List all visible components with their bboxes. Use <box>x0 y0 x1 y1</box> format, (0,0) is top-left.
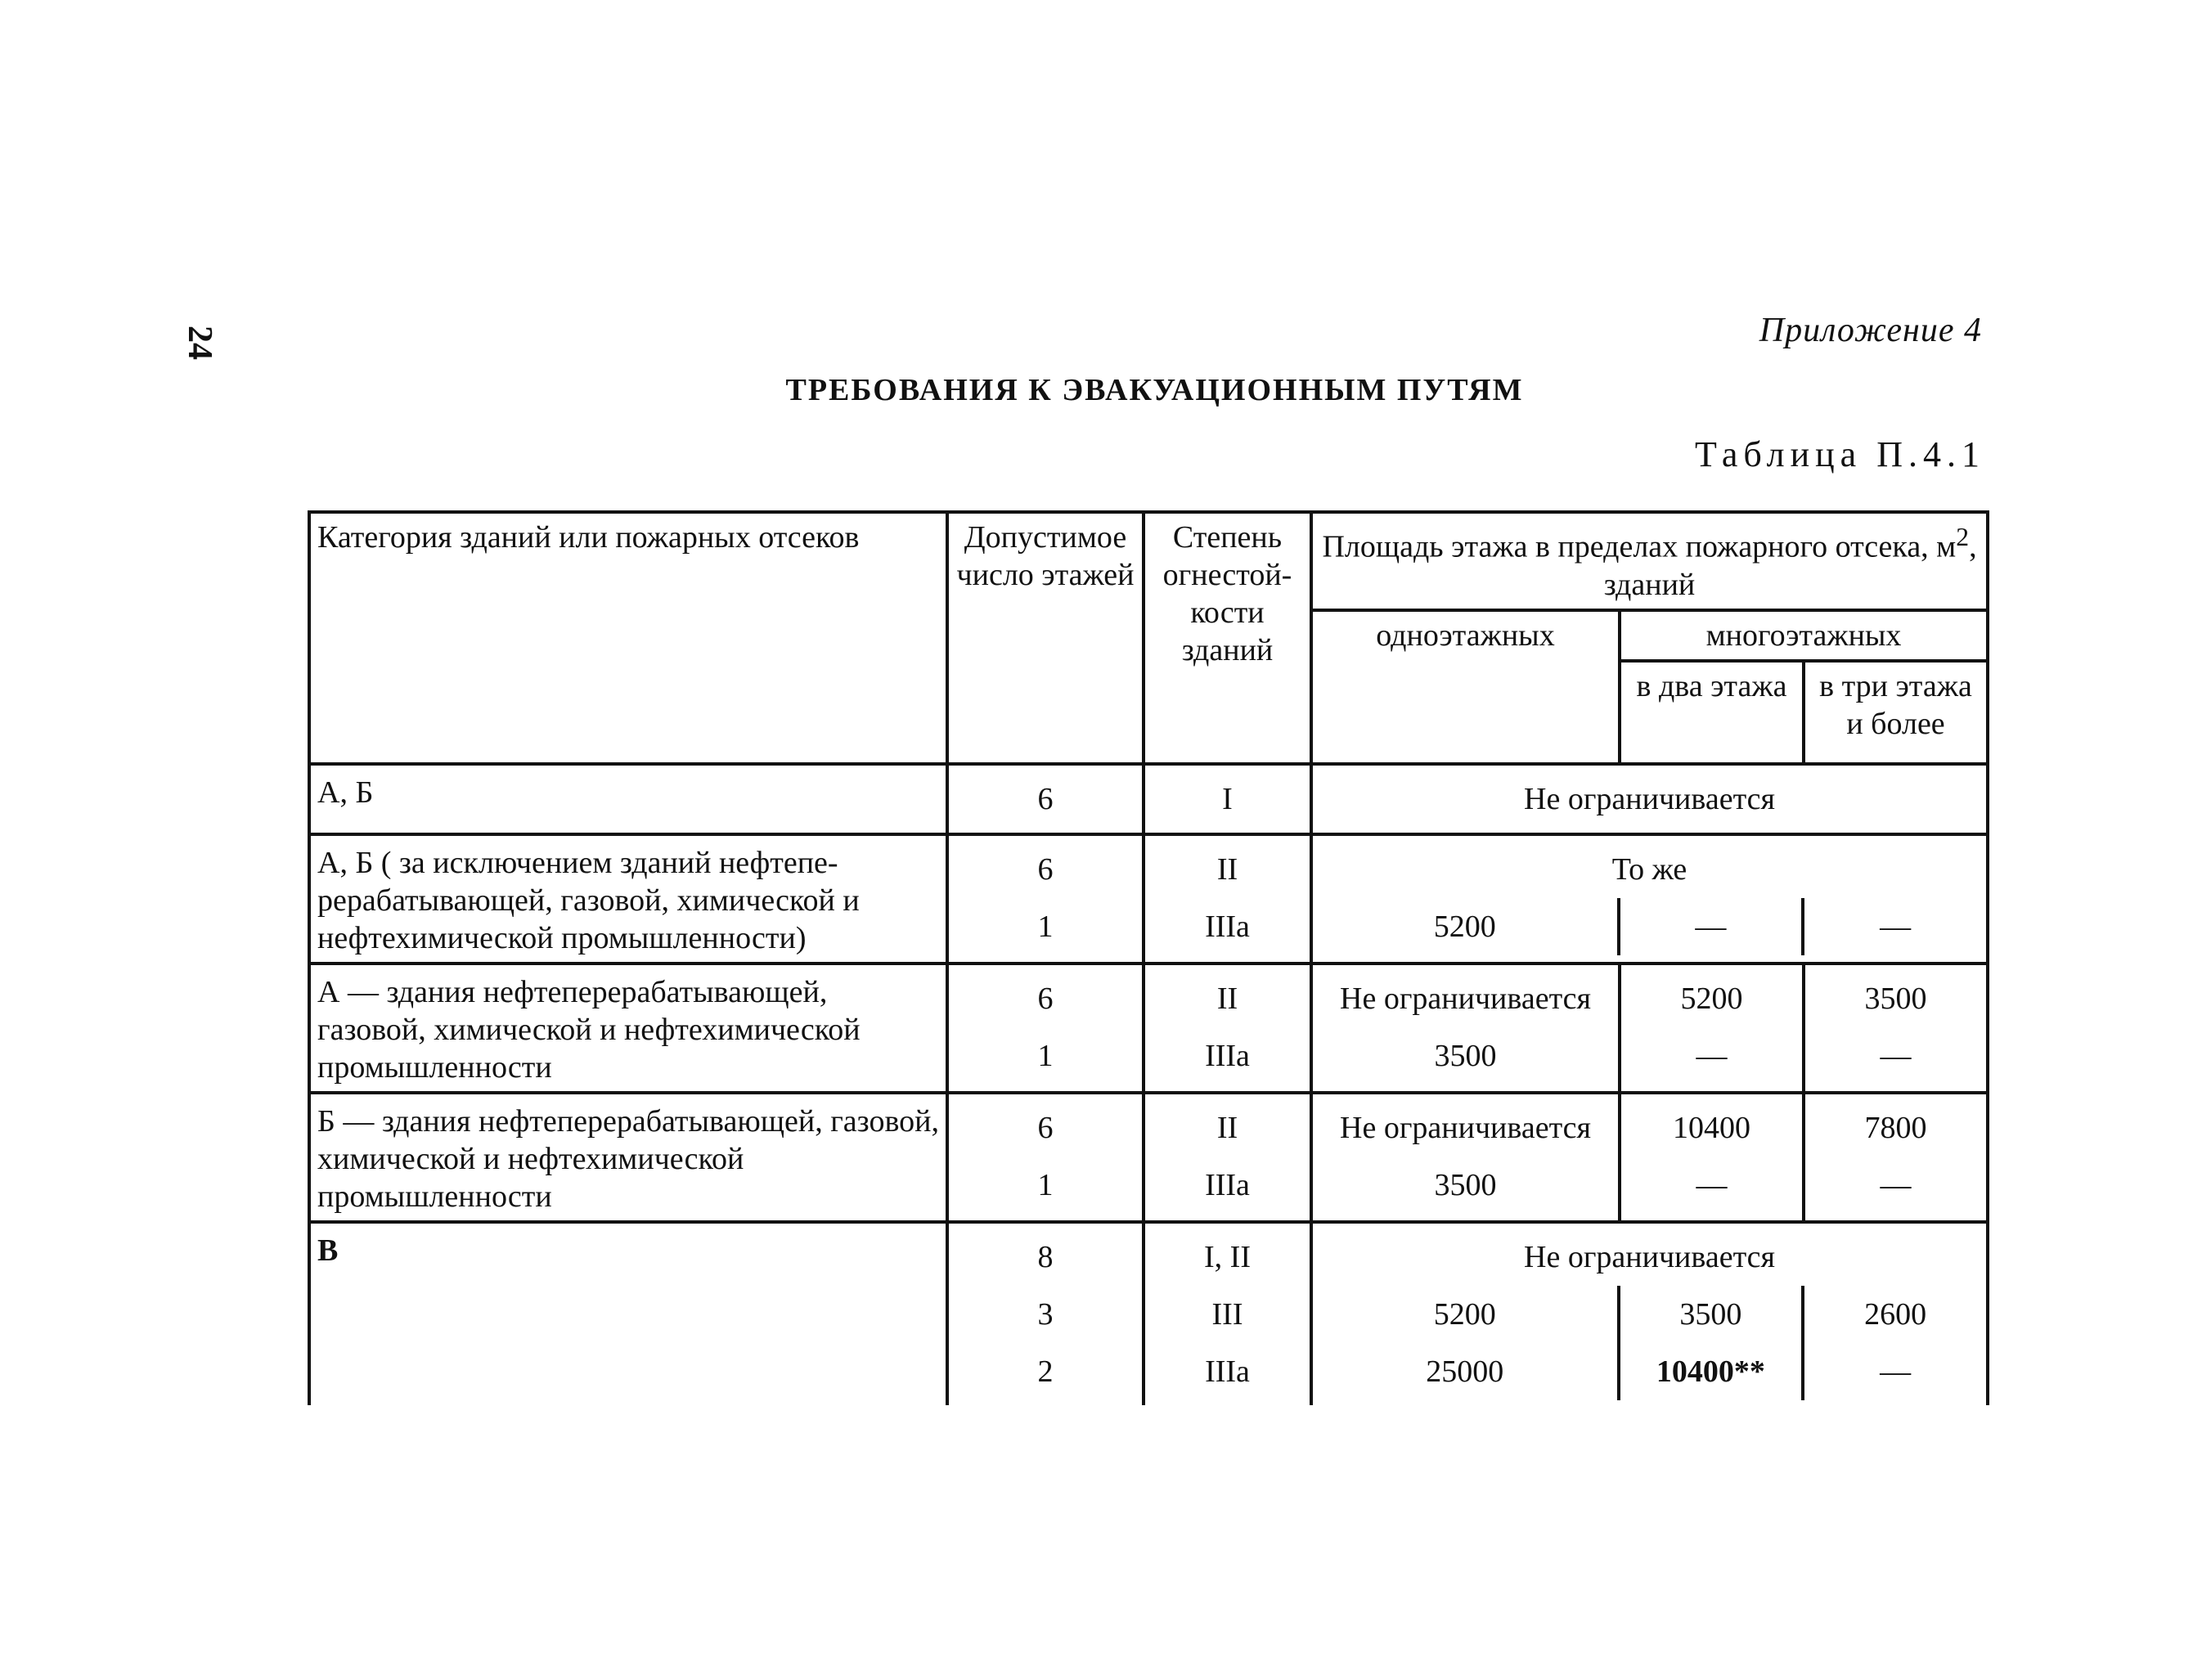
two-floors-value: — <box>1617 898 1802 955</box>
category-text: А, Б ( за исключением зданий нефтепе-рерабатывающей, газовой, химической и нефтехимической промышленности) <box>317 845 860 955</box>
three-plus-cell <box>1804 964 1988 1093</box>
floors-value: 6 <box>1037 1110 1054 1145</box>
two-floors-value: 10400 <box>1673 1110 1750 1145</box>
category-cell <box>309 1222 947 1405</box>
single-storey-value: 5200 <box>1433 1296 1496 1332</box>
category-cell <box>309 834 947 964</box>
degree-value: II <box>1216 981 1238 1016</box>
three-plus-value: — <box>1880 1038 1912 1073</box>
degree-value: IIIа <box>1205 1167 1250 1202</box>
two-floors-value: 3500 <box>1617 1286 1802 1343</box>
category-cell <box>309 1093 947 1222</box>
area-cell <box>1311 834 1988 964</box>
category-text: А — здания нефтеперерабатывающей, газовой, химической и нефтехимической промышленности <box>317 974 861 1085</box>
degree-value: IIIа <box>1205 909 1250 944</box>
two-floors-cell <box>1620 964 1804 1093</box>
floors-cell <box>947 764 1144 834</box>
degree-value: II <box>1216 1110 1238 1145</box>
single-storey-value: 3500 <box>1434 1038 1497 1073</box>
header-category: Категория зданий или пожарных отсеков <box>309 512 947 764</box>
degree-value: IIIа <box>1205 1038 1250 1073</box>
single-storey-cell <box>1311 1093 1620 1222</box>
floors-value: 1 <box>1037 1167 1054 1202</box>
floors-cell <box>947 1093 1144 1222</box>
floors-value: 3 <box>1037 1296 1054 1332</box>
header-single-storey: одноэтажных <box>1311 610 1620 764</box>
two-floors-value: — <box>1696 1038 1728 1073</box>
three-plus-value: 2600 <box>1801 1286 1986 1343</box>
three-plus-cell <box>1804 1093 1988 1222</box>
page-title: ТРЕБОВАНИЯ К ЭВАКУАЦИОННЫМ ПУТЯМ <box>785 373 1524 407</box>
single-storey-value: Не ограничивается <box>1340 981 1591 1016</box>
area-cell <box>1311 1222 1988 1405</box>
three-plus-value: 7800 <box>1864 1110 1927 1145</box>
category-text: В <box>317 1233 339 1268</box>
table-row <box>309 834 1988 964</box>
header-area-prefix: Площадь этажа в пределах пожарного отсека, м <box>1322 529 1957 564</box>
area-split-row <box>1313 1286 1986 1343</box>
floors-value: 8 <box>1037 1239 1054 1274</box>
header-fire-resistance: Степень огнестой-кости зданий <box>1144 512 1311 764</box>
area-merged-value: Не ограничивается <box>1524 781 1775 816</box>
page-number: 24 <box>181 326 218 360</box>
floors-value: 6 <box>1037 781 1054 816</box>
two-floors-value: — <box>1696 1167 1728 1202</box>
degree-cell <box>1144 834 1311 964</box>
two-floors-value: 10400** <box>1617 1343 1802 1400</box>
header-three-plus-floors: в три этажа и более <box>1804 661 1988 764</box>
single-storey-cell <box>1311 964 1620 1093</box>
three-plus-value: — <box>1801 1343 1986 1400</box>
degree-value: I <box>1222 781 1233 816</box>
header-area-suffix: , зданий <box>1603 529 1977 602</box>
floors-value: 2 <box>1037 1354 1054 1389</box>
header-multi-storey: многоэтажных <box>1620 610 1988 661</box>
header-area <box>1311 512 1988 610</box>
requirements-table <box>308 510 1989 1405</box>
three-plus-value: — <box>1801 898 1986 955</box>
single-storey-value: 5200 <box>1433 909 1496 944</box>
category-text: Б — здания нефтеперерабатывающей, газовой, химической и нефтехимической промышленности <box>317 1103 939 1214</box>
degree-value: III <box>1211 1296 1243 1332</box>
degree-cell <box>1144 764 1311 834</box>
table-row <box>309 1093 1988 1222</box>
three-plus-value: 3500 <box>1864 981 1927 1016</box>
floors-cell <box>947 964 1144 1093</box>
floors-value: 6 <box>1037 981 1054 1016</box>
header-area-sup: 2 <box>1956 523 1970 551</box>
degree-cell <box>1144 1093 1311 1222</box>
floors-cell <box>947 1222 1144 1405</box>
header-floors: Допустимое число этажей <box>947 512 1144 764</box>
single-storey-value: 25000 <box>1426 1354 1504 1389</box>
degree-cell <box>1144 1222 1311 1405</box>
category-cell <box>309 964 947 1093</box>
area-split-row <box>1313 1343 1986 1400</box>
table-row <box>309 964 1988 1093</box>
three-plus-value: — <box>1880 1167 1912 1202</box>
table-row <box>309 764 1988 834</box>
two-floors-cell <box>1620 1093 1804 1222</box>
appendix-label: Приложение 4 <box>1759 312 1982 349</box>
area-merged-value: То же <box>1611 851 1687 887</box>
floors-value: 6 <box>1037 851 1054 887</box>
header-two-floors: в два этажа <box>1620 661 1804 764</box>
floors-value: 1 <box>1037 909 1054 944</box>
area-merged-value: Не ограничивается <box>1524 1239 1775 1274</box>
table-row <box>309 1222 1988 1405</box>
area-cell <box>1311 764 1988 834</box>
table-label: Таблица П.4.1 <box>1695 434 1985 474</box>
single-storey-value: 3500 <box>1434 1167 1497 1202</box>
category-text: А, Б <box>317 775 374 810</box>
single-storey-value: Не ограничивается <box>1340 1110 1591 1145</box>
degree-value: II <box>1216 851 1238 887</box>
area-split-row <box>1313 898 1986 955</box>
category-cell <box>309 764 947 834</box>
two-floors-value: 5200 <box>1680 981 1743 1016</box>
degree-value: IIIа <box>1205 1354 1250 1389</box>
degree-cell <box>1144 964 1311 1093</box>
floors-value: 1 <box>1037 1038 1054 1073</box>
floors-cell <box>947 834 1144 964</box>
degree-value: I, II <box>1204 1239 1251 1274</box>
